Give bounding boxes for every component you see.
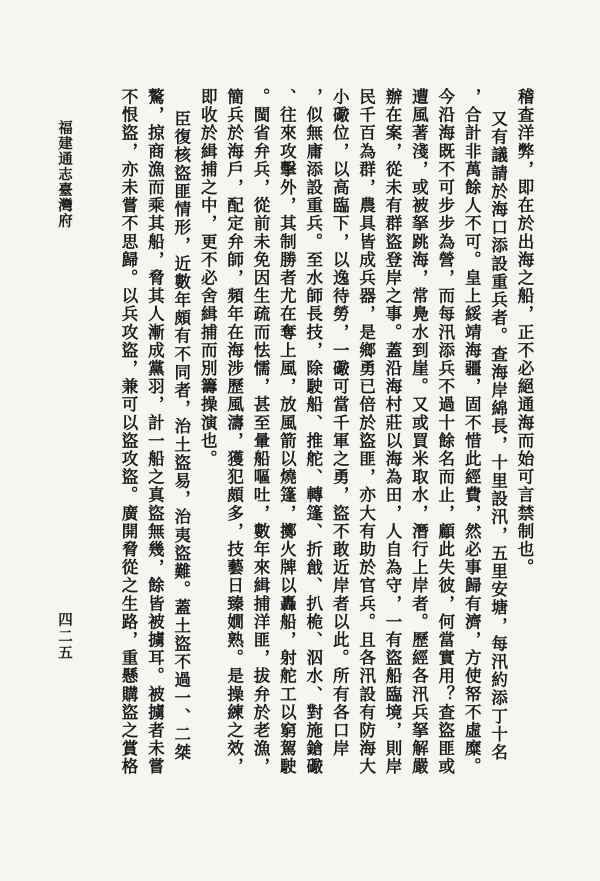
text-column: ，似無庸添設重兵。至水師長技，除駛船、推舵、轉篷、折戧、扒桅、泅水、對施鎗礮 (303, 88, 323, 776)
text-column: 。閩省弁兵，從前未免因生疏而怯懦，甚至暈船嘔吐，數年來緝捕洋匪，拔弁於老漁， (251, 88, 270, 776)
text-column: 不恨盜，亦未嘗不思歸。以兵攻盜，兼可以盜攻盜。廣開脅從之生路，重懸購盜之賞格 (119, 88, 138, 776)
text-column: 驁，掠商漁而乘其船，脅其人漸成黨羽，計一船之真盜無幾，餘皆被擄耳。被擄者未嘗 (145, 88, 165, 776)
text-column: 稽查洋弊，即在於出海之船，正不必絕通海而始可言禁制也。 (515, 88, 534, 577)
text-column: 簡兵於海戶，配定弁師，頻年在海涉歷風濤，獲犯頗多，技藝日臻嫺熟。是操練之效， (224, 88, 244, 776)
text-column: 、往來攻擊外，其制勝者尤在奪上風，放風箭以燒篷，擲火牌以轟船，射舵工以窮駕駛 (277, 88, 297, 776)
text-column: ，合計非萬餘人不可。皇上綏靖海疆，固不惜此經費，然必事歸有濟，方使帑不虛糜。 (462, 88, 482, 776)
text-column: 辦在案，從未有群盜登岸之事。蓋沿海村莊以海為田，人自為守，一有盜船臨境，則岸 (383, 88, 402, 776)
page-number: 四二五 (56, 612, 73, 662)
text-column: 小礮位，以高臨下，以逸待勞，一礮可當千軍之勇，盜不敢近岸者以此。所有各口岸 (330, 88, 350, 758)
text-column: 遭風著淺，或被拏跳海，常鳧水到崖。又或買米取水，潛行上岸者。歷經各汛兵拏解嚴 (409, 88, 429, 776)
text-column: 又有議請於海口添設重兵者。查海岸綿長，十里設汛，五里安塘，每汛約添丁十名 (488, 110, 508, 762)
text-column: 今沿海既不可步步為營，而每汛添兵不過十餘名而止，顧此失彼，何當實用？查盜匪或 (435, 88, 455, 776)
text-column: 即收於緝捕之中，更不必舍緝捕而別籌操演也。 (198, 88, 218, 469)
text-column: 民千百為群，農具皆成兵器，是鄉勇已倍於盜匪，亦大有助於官兵。且各汛設有防海大 (356, 88, 376, 776)
text-column: 臣復核盜匪情形，近數年頗有不同者，治土盜易，治夷盜難。蓋土盜不過一、二桀 (171, 110, 191, 762)
running-title: 福建通志臺灣府 (56, 120, 73, 229)
